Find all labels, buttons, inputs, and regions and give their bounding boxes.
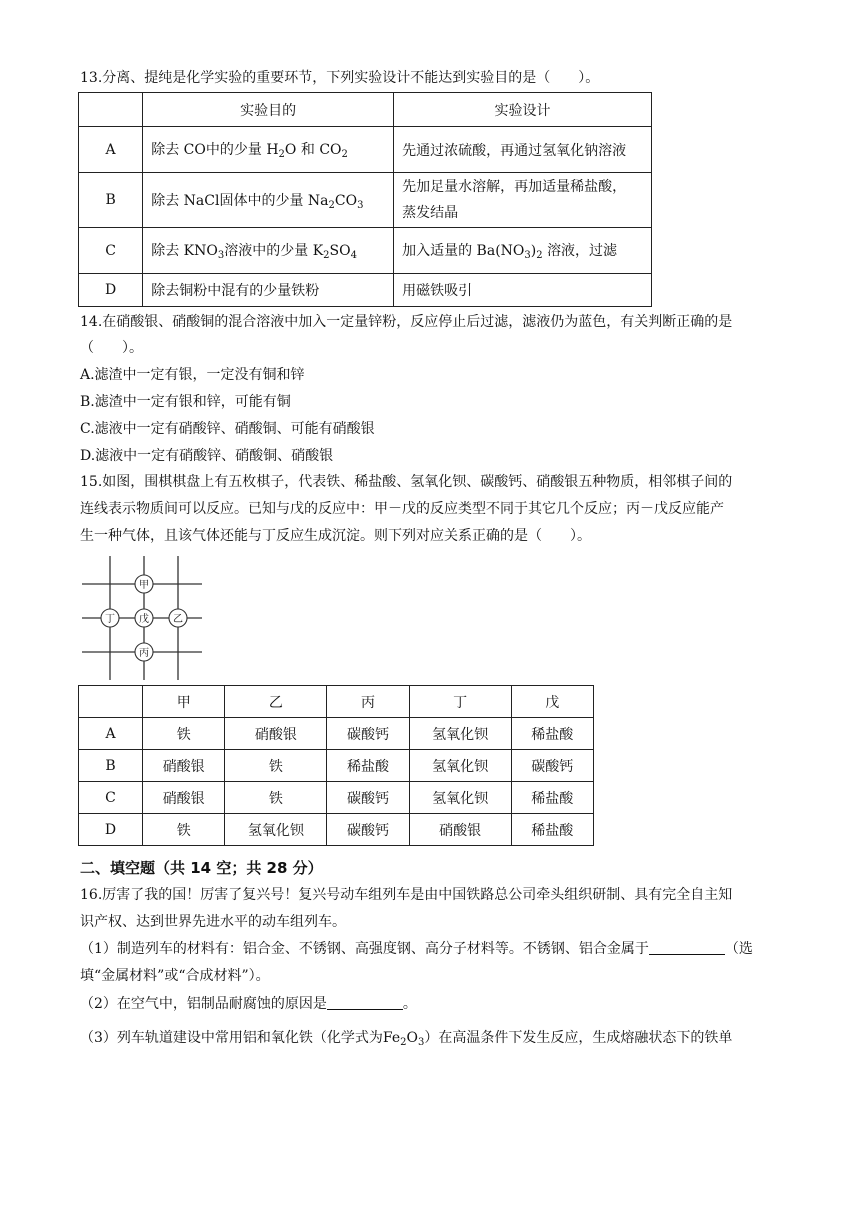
design-cell: 先加足量水溶解，再加适量稀盐酸， 蒸发结晶 <box>394 173 652 228</box>
q16-part1-line1: （1）制造列车的材料有：铝合金、不锈钢、高强度钢、高分子材料等。不锈钢、铝合金属于 （选 <box>80 941 753 957</box>
q14-stem-line1: 14.在硝酸银、硝酸铜的混合溶液中加入一定量锌粉，反应停止后过滤，滤液仍为蓝色，有关判断正确的是 <box>80 314 733 330</box>
piece-label-top: 甲 <box>139 580 149 591</box>
table-cell: 稀盐酸 <box>511 814 593 846</box>
design-cell: 用磁铁吸引 <box>394 274 652 307</box>
piece-label-right: 乙 <box>173 614 183 625</box>
option-label: A <box>79 718 143 750</box>
option-label: A <box>79 127 143 173</box>
table-header-row <box>79 93 652 127</box>
header-cell <box>79 686 143 718</box>
purpose-cell: 除去 $KNO_3$溶液中的少量 $K_2SO_4$ <box>143 228 394 274</box>
piece-label-bottom: 丙 <box>139 648 149 659</box>
table-cell: 氢氧化钡 <box>225 814 327 846</box>
header-cell: 丙 <box>327 686 409 718</box>
header-cell <box>79 93 143 127</box>
table-cell: 氢氧化钡 <box>409 718 511 750</box>
table-cell: 硝酸银 <box>143 782 225 814</box>
option-label: C <box>79 782 143 814</box>
option-label: D <box>79 274 143 307</box>
answer-blank[interactable] <box>649 940 725 955</box>
design-cell: 加入适量的 $Ba(NO_3)_2$ 溶液，过滤 <box>394 228 652 274</box>
section-title: 二、填空题（共 14 空；共 28 分） <box>80 859 323 877</box>
answer-blank[interactable] <box>327 995 403 1010</box>
header-cell: 戊 <box>511 686 593 718</box>
table-row <box>79 274 652 307</box>
header-cell: 甲 <box>143 686 225 718</box>
option-label: C <box>79 228 143 274</box>
table-cell: 铁 <box>225 782 327 814</box>
q14-option-b: B.滤渣中一定有银和锌，可能有铜 <box>80 394 291 410</box>
table-cell: 稀盐酸 <box>511 782 593 814</box>
table-row <box>79 228 652 274</box>
table-cell: 氢氧化钡 <box>409 750 511 782</box>
table-cell: 稀盐酸 <box>327 750 409 782</box>
q16-stem-line2: 识产权、达到世界先进水平的动车组列车。 <box>80 914 346 930</box>
table-row <box>79 127 652 173</box>
q14-option-d: D.滤液中一定有硝酸锌、硝酸铜、硝酸银 <box>80 448 334 464</box>
table-row <box>79 814 594 846</box>
table-cell: 碳酸钙 <box>511 750 593 782</box>
table-cell: 碳酸钙 <box>327 718 409 750</box>
table-cell: 稀盐酸 <box>511 718 593 750</box>
q15-stem-line2: 连线表示物质间可以反应。已知与戊的反应中：甲－戊的反应类型不同于其它几个反应；丙－戊反应能产 <box>80 501 724 517</box>
header-cell: 乙 <box>225 686 327 718</box>
q15-table <box>78 685 594 846</box>
option-label: D <box>79 814 143 846</box>
q16-part2: （2）在空气中，铝制品耐腐蚀的原因是 。 <box>80 996 417 1012</box>
table-row <box>79 718 594 750</box>
q16-part3: （3）列车轨道建设中常用铝和氧化铁（化学式为$Fe_2O_3$）在高温条件下发生反应，生成熔融状态下的铁单 <box>80 1030 733 1048</box>
piece-label-left: 丁 <box>105 614 115 625</box>
table-cell: 碳酸钙 <box>327 814 409 846</box>
table-cell: 硝酸银 <box>409 814 511 846</box>
header-cell: 实验目的 <box>143 93 394 127</box>
table-cell: 铁 <box>143 718 225 750</box>
header-cell: 丁 <box>409 686 511 718</box>
table-row <box>79 750 594 782</box>
table-row <box>79 173 652 228</box>
table-cell: 碳酸钙 <box>327 782 409 814</box>
table-cell: 硝酸银 <box>225 718 327 750</box>
purpose-cell: 除去铜粉中混有的少量铁粉 <box>143 274 394 307</box>
q13-table <box>78 92 652 307</box>
table-cell: 氢氧化钡 <box>409 782 511 814</box>
table-cell: 铁 <box>143 814 225 846</box>
q14-option-c: C.滤液中一定有硝酸锌、硝酸铜、可能有硝酸银 <box>80 421 375 437</box>
q16-part1-line2: 填“金属材料”或“合成材料”）。 <box>80 968 270 984</box>
q15-stem-line3: 生一种气体，且该气体还能与丁反应生成沉淀。则下列对应关系正确的是（ ）。 <box>80 528 591 544</box>
purpose-cell: 除去 NaCl固体中的少量 $Na_2CO_3$ <box>143 173 394 228</box>
q15-stem-line1: 15.如图，围棋棋盘上有五枚棋子，代表铁、稀盐酸、氢氧化钡、碳酸钙、硝酸银五种物质，相邻棋子间的 <box>80 474 733 490</box>
purpose-cell: 除去 CO中的少量 $H_2O$ 和 $CO_2$ <box>143 127 394 173</box>
table-cell: 硝酸银 <box>143 750 225 782</box>
q13-stem: 13.分离、提纯是化学实验的重要环节，下列实验设计不能达到实验目的是（ ）。 <box>80 70 600 86</box>
go-board-diagram <box>80 554 202 680</box>
q14-option-a: A.滤渣中一定有银，一定没有铜和锌 <box>80 367 305 383</box>
q14-stem-line2: （ ）。 <box>80 340 143 356</box>
header-cell: 实验设计 <box>394 93 652 127</box>
q16-stem-line1: 16.厉害了我的国！厉害了复兴号！复兴号动车组列车是由中国铁路总公司牵头组织研制、具有完全自主知 <box>80 887 733 903</box>
design-cell: 先通过浓硫酸，再通过氢氧化钠溶液 <box>394 127 652 173</box>
piece-label-center: 戊 <box>139 614 149 625</box>
table-header-row <box>79 686 594 718</box>
option-label: B <box>79 750 143 782</box>
option-label: B <box>79 173 143 228</box>
table-cell: 铁 <box>225 750 327 782</box>
table-row <box>79 782 594 814</box>
